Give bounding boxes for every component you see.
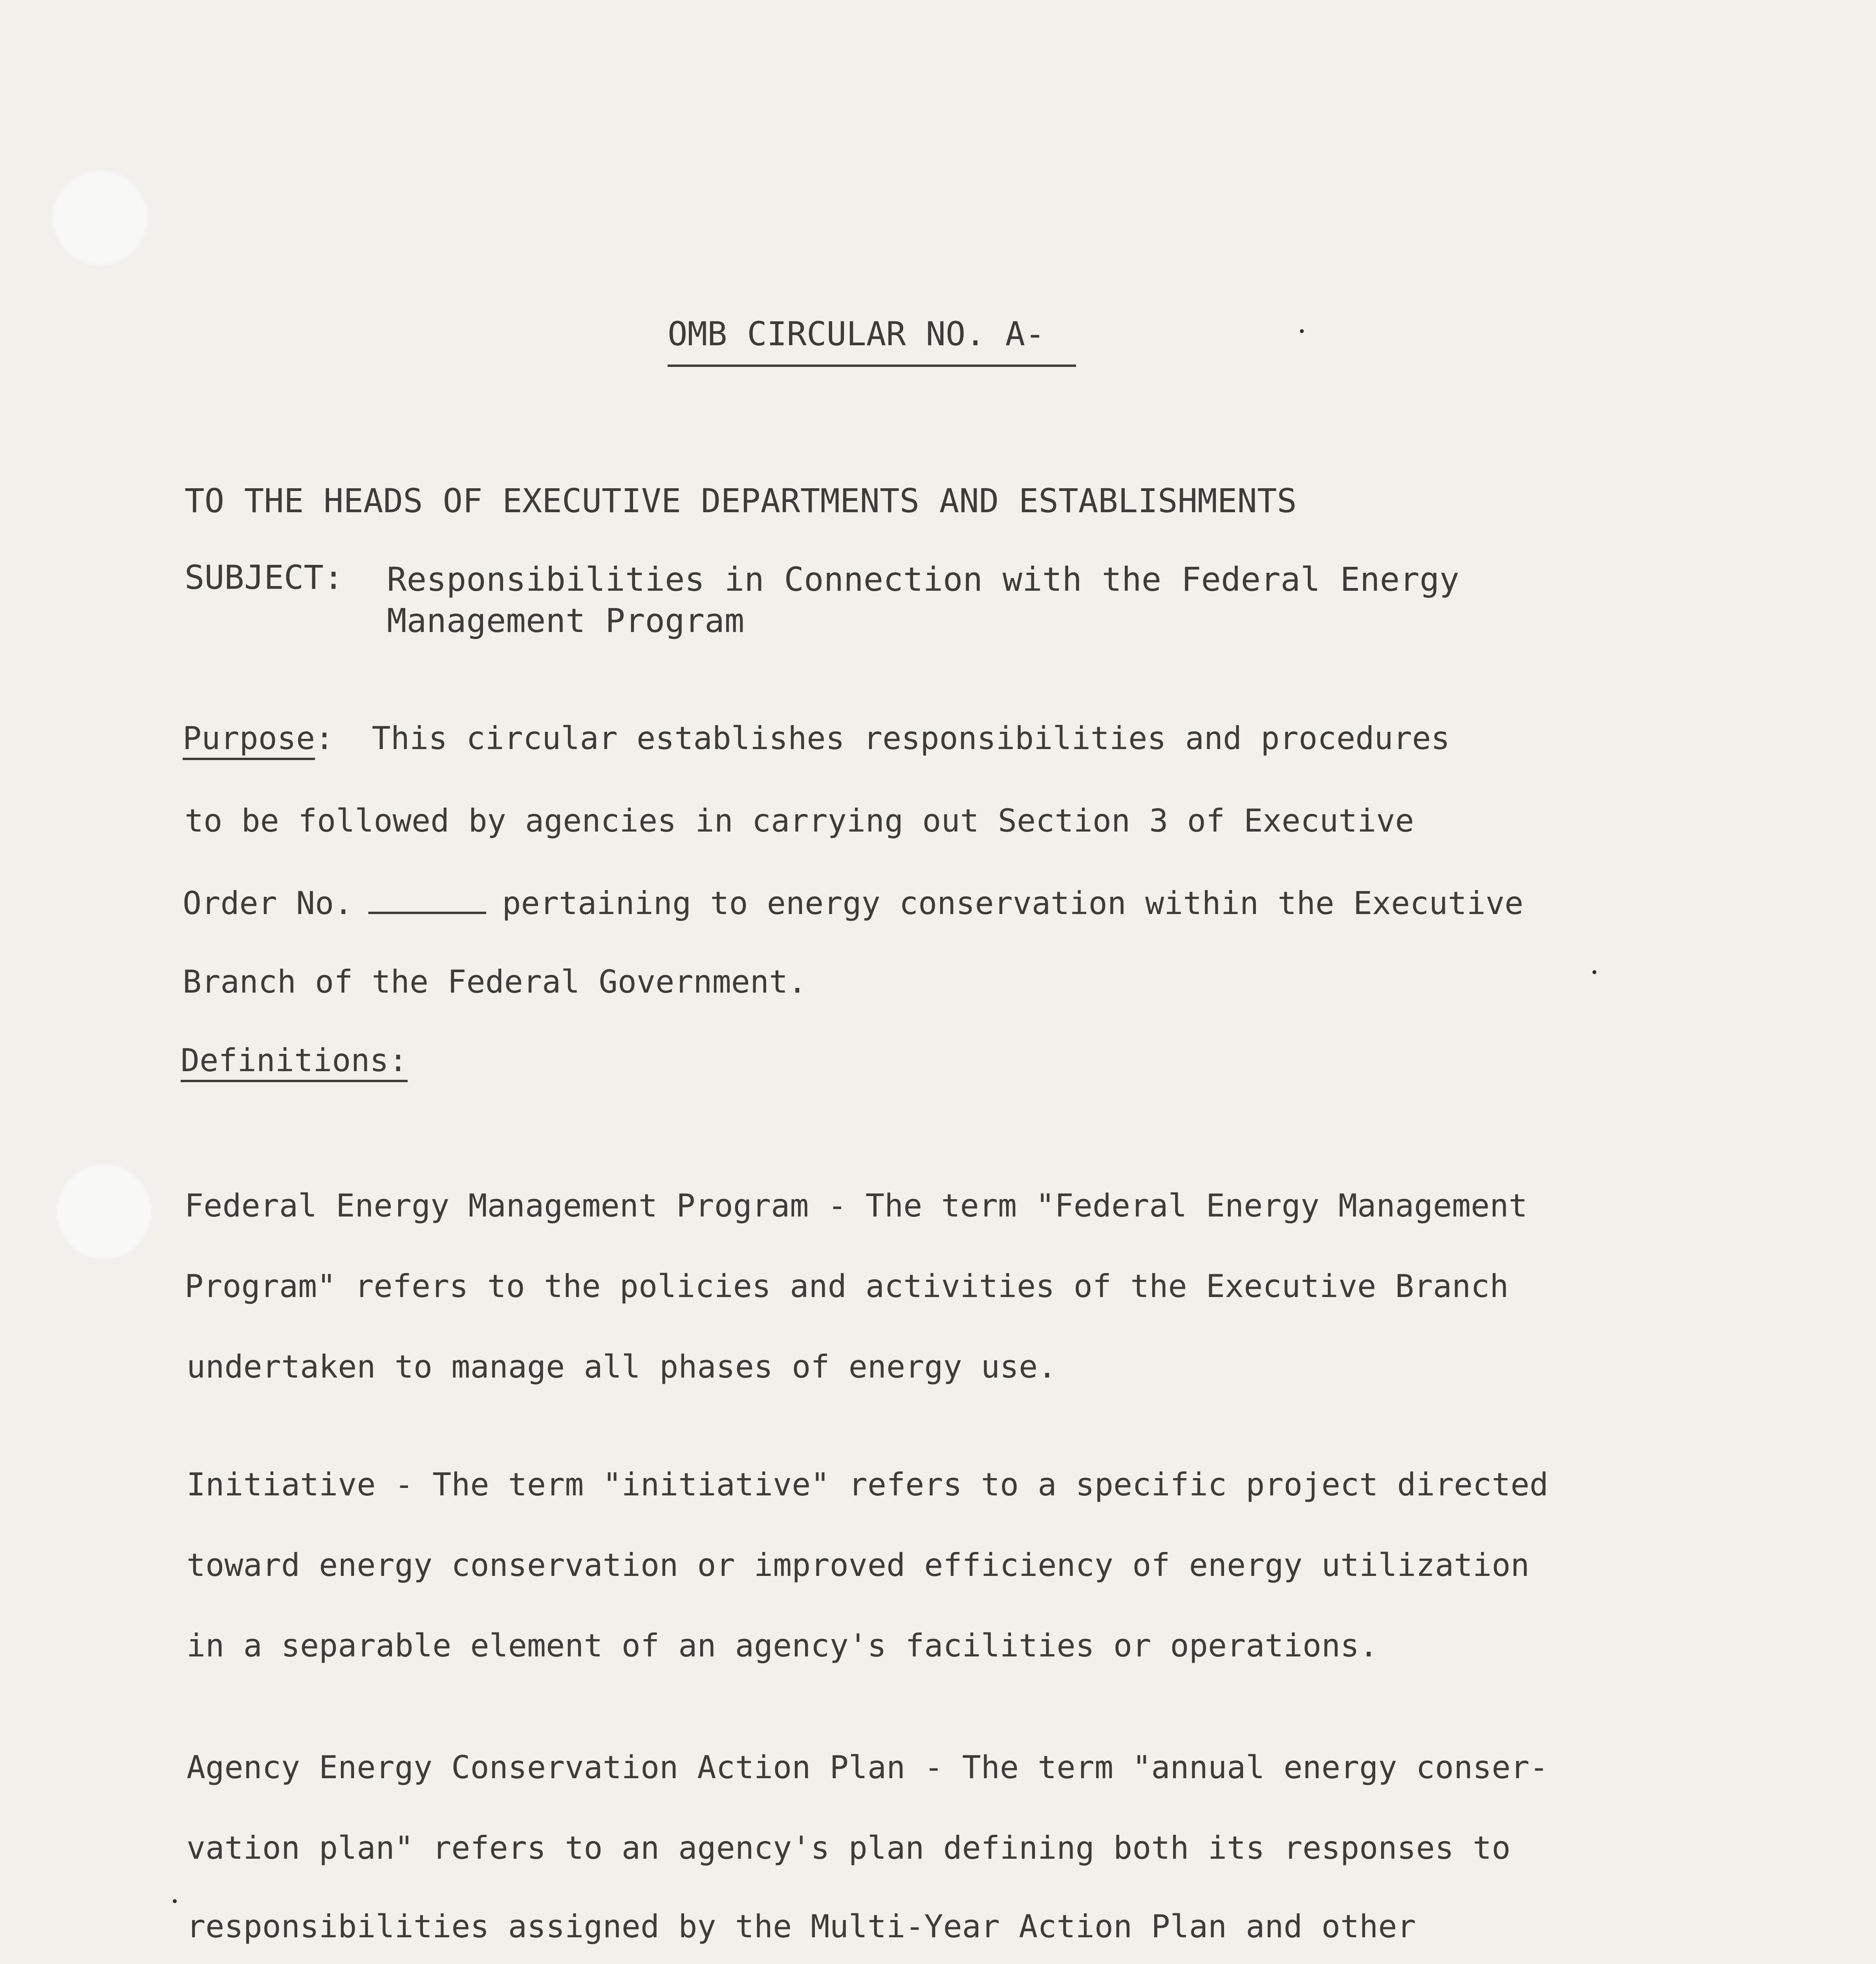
definition-program-line-1: Federal Energy Management Program - The term "Federal Energy Management — [185, 1187, 1528, 1224]
subject-label: SUBJECT: — [185, 558, 344, 597]
purpose-text-line-3: pertaining to energy conservation within the Executive — [502, 885, 1524, 922]
definition-action-plan-line-3: responsibilities assigned by the Multi-Year Action Plan and other — [187, 1908, 1416, 1945]
punch-hole-top — [51, 169, 149, 267]
purpose-label: Purpose — [183, 720, 315, 757]
subject-line-1: Responsibilities in Connection with the Federal Energy — [387, 560, 1459, 599]
ink-speck — [1592, 970, 1596, 974]
purpose-paragraph-line-3 — [183, 884, 1523, 923]
purpose-paragraph-line-1 — [183, 719, 1450, 758]
order-number-label: Order No. — [183, 885, 353, 922]
punch-hole-middle — [55, 1163, 153, 1261]
addressee-line: TO THE HEADS OF EXECUTIVE DEPARTMENTS AND ESTABLISHMENTS — [185, 482, 1297, 520]
definition-initiative-line-1: Initiative - The term "initiative" refers to a specific project directed — [187, 1466, 1548, 1503]
page-title: OMB CIRCULAR NO. A- — [668, 315, 1045, 353]
purpose-text-line-2: to be followed by agencies in carrying out Section 3 of Executive — [185, 802, 1414, 839]
definition-program-line-2: Program" refers to the policies and activities of the Executive Branch — [185, 1268, 1509, 1304]
definitions-heading: Definitions: — [181, 1042, 408, 1079]
definition-action-plan-line-1: Agency Energy Conservation Action Plan - The term "annual energy conser- — [187, 1749, 1548, 1786]
definition-initiative-line-2: toward energy conservation or improved efficiency of energy utilization — [187, 1547, 1530, 1583]
purpose-text-line-1: This circular establishes responsibilities and procedures — [372, 720, 1450, 757]
purpose-text-line-4: Branch of the Federal Government. — [183, 964, 807, 1000]
title-underline — [668, 365, 1076, 367]
definition-program-line-3: undertaken to manage all phases of energy use. — [187, 1348, 1057, 1385]
purpose-colon: : — [315, 720, 334, 757]
definition-action-plan-line-2: vation plan" refers to an agency's plan defining both its responses to — [187, 1830, 1511, 1866]
definition-initiative-line-3: in a separable element of an agency's facilities or operations. — [187, 1627, 1378, 1664]
subject-line-2: Management Program — [387, 601, 745, 640]
ink-speck — [1300, 329, 1304, 333]
ink-speck — [173, 1899, 177, 1903]
order-number-blank — [368, 912, 486, 914]
